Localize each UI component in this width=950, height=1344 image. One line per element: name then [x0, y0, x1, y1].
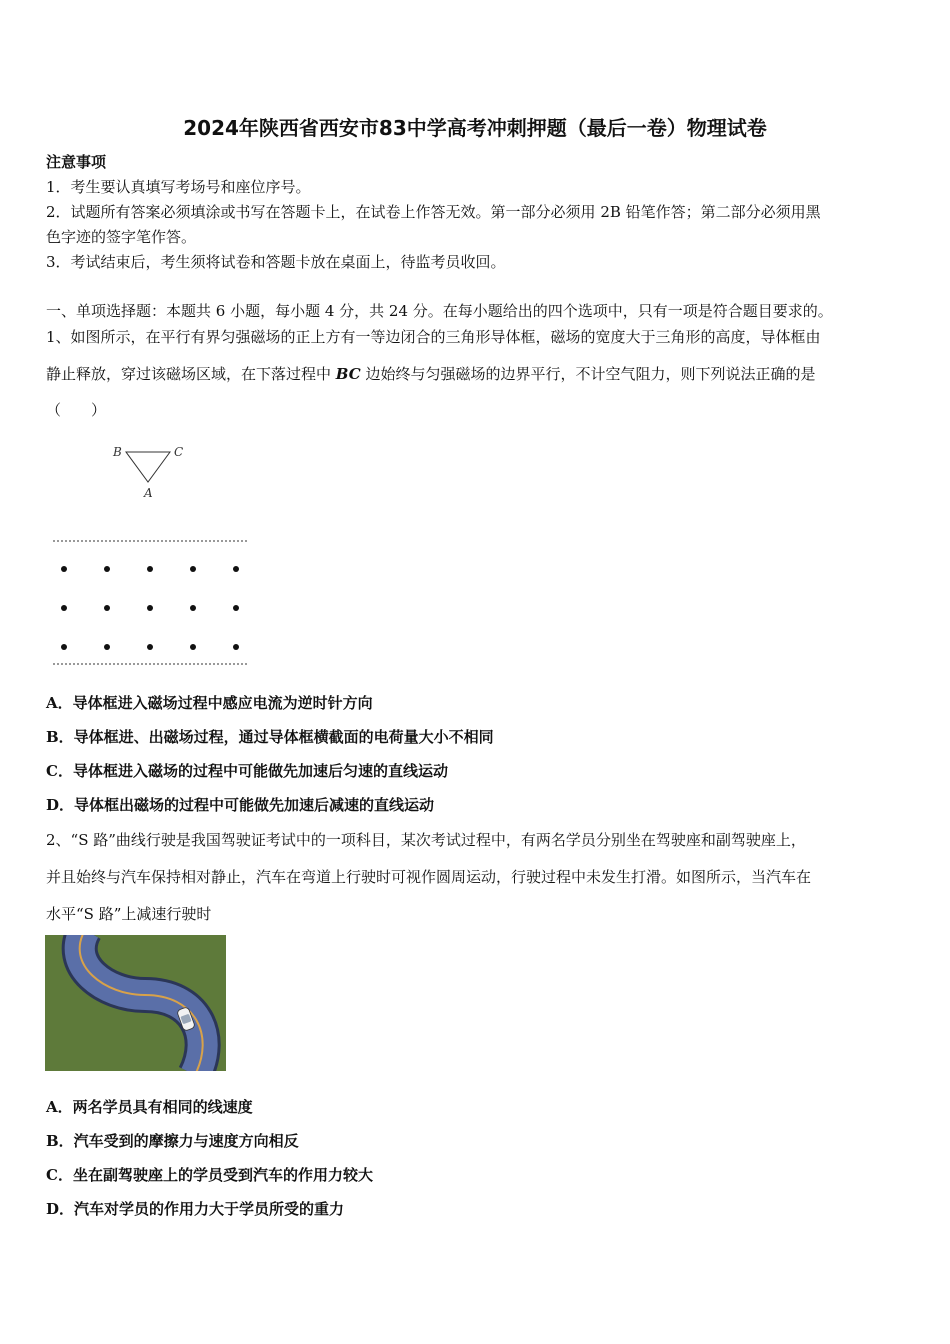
q1-stem-bc: BC	[335, 365, 361, 383]
label-c: C	[174, 445, 184, 459]
s-road-figure	[45, 935, 226, 1071]
notice-item-2: 2．试题所有答案必须填涂或书写在答题卡上，在试卷上作答无效。第一部分必须用 2B 铅笔作答；第二部分必须用黑	[46, 203, 821, 221]
label-b: B	[113, 445, 122, 459]
notice-item-1: 1．考生要认真填写考场号和座位序号。	[46, 178, 311, 196]
q2-option-a: A．两名学员具有相同的线速度	[46, 1098, 253, 1116]
q2-option-c: C．坐在副驾驶座上的学员受到汽车的作用力较大	[46, 1166, 373, 1184]
q2-stem-line3: 水平“S 路”上减速行驶时	[46, 905, 212, 923]
q1-stem-line2-part1: 静止释放，穿过该磁场区域，在下落过程中	[46, 365, 336, 383]
notice-item-3: 3．考试结束后，考生须将试卷和答题卡放在桌面上，待监考员收回。	[46, 253, 506, 271]
q1-option-a: A．导体框进入磁场过程中感应电流为逆时针方向	[46, 694, 373, 712]
notice-item-2-cont: 色字迹的签字笔作答。	[46, 228, 197, 246]
section-heading: 一、单项选择题：本题共 6 小题，每小题 4 分，共 24 分。在每小题给出的四个选项中，只有一项是符合题目要求的。	[46, 302, 833, 320]
q1-stem-line2-part2: 边始终与匀强磁场的边界平行，不计空气阻力，则下列说法正确的是	[360, 365, 816, 383]
q2-stem-line1: 2、“S 路”曲线行驶是我国驾驶证考试中的一项科目，某次考试过程中，有两名学员分别坐在驾驶座和副驾驶座上，	[46, 831, 806, 849]
q1-stem-line2	[46, 363, 815, 385]
notice-heading: 注意事项	[46, 153, 107, 171]
field-dots	[61, 566, 239, 650]
q1-answer-bracket: （ ）	[46, 401, 107, 419]
q1-stem-line1: 1、如图所示，在平行有界匀强磁场的正上方有一等边闭合的三角形导体框，磁场的宽度大于三角形的高度，导体框由	[46, 328, 821, 346]
magnetic-field-figure	[50, 534, 250, 670]
q2-option-d: D．汽车对学员的作用力大于学员所受的重力	[46, 1200, 345, 1218]
q1-option-b: B．导体框进、出磁场过程，通过导体框横截面的电荷量大小不相同	[46, 728, 494, 746]
label-a: A	[144, 486, 153, 500]
q2-stem-line2: 并且始终与汽车保持相对静止，汽车在弯道上行驶时可视作圆周运动，行驶过程中未发生打滑。如图所示，当汽车在	[46, 868, 812, 886]
page-title: 2024年陕西省西安市83中学高考冲刺押题（最后一卷）物理试卷	[183, 116, 767, 140]
triangle-frame	[126, 452, 170, 482]
q2-option-b: B．汽车受到的摩擦力与速度方向相反	[46, 1132, 299, 1150]
triangle-figure	[108, 438, 198, 502]
q1-option-d: D．导体框出磁场的过程中可能做先加速后减速的直线运动	[46, 796, 435, 814]
q1-option-c: C．导体框进入磁场的过程中可能做先加速后匀速的直线运动	[46, 762, 448, 780]
